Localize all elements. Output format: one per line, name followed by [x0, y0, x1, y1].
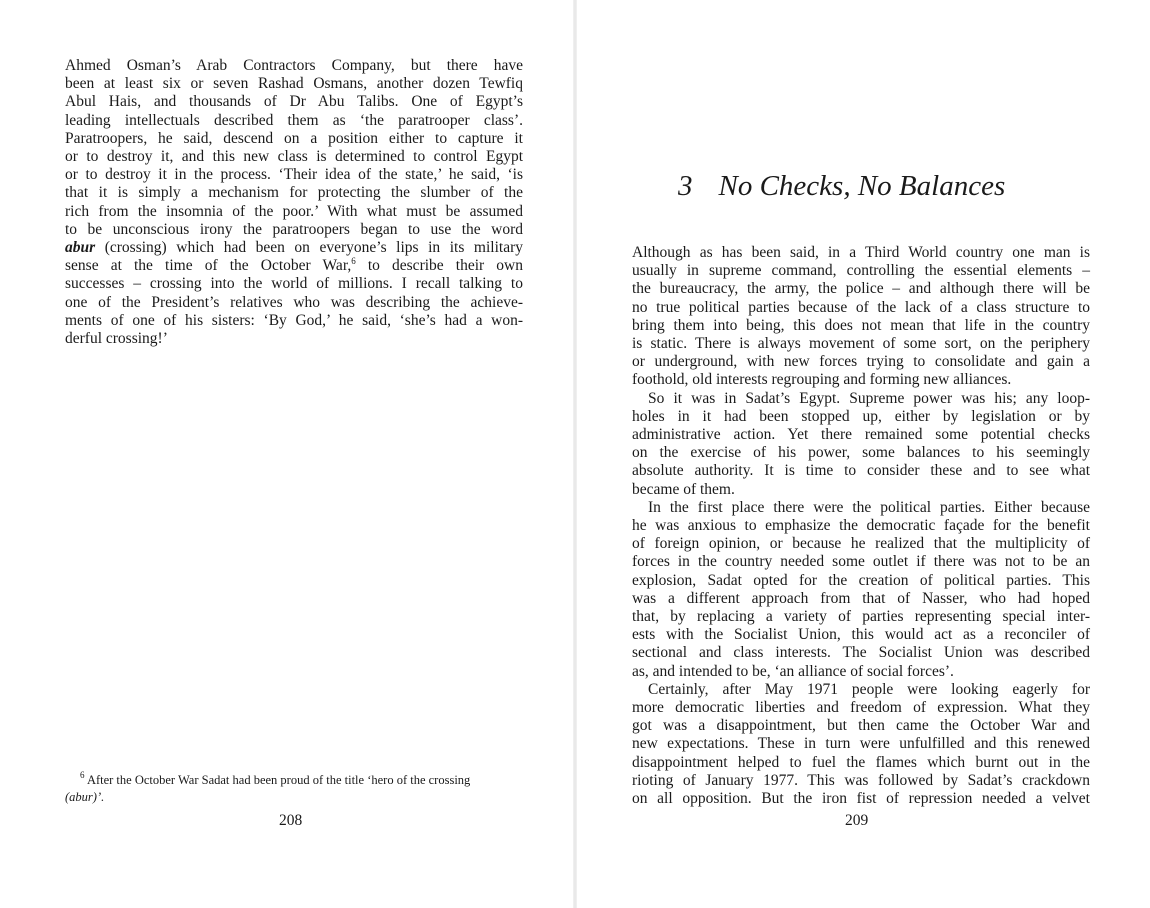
text-line: ments of one of his sisters: ‘By God,’ he said, ‘she’s had a won- [65, 311, 523, 329]
text-line: rioting of January 1977. This was followed by Sadat’s crackdown [632, 771, 1090, 789]
footnote-line: (abur)’. [65, 790, 105, 804]
text-line: or to destroy it, and this new class is determined to control Egypt [65, 148, 523, 166]
text-line: Ahmed Osman’s Arab Contractors Company, but there have [65, 57, 523, 74]
text-line: on the exercise of his power, some balances to his seemingly [632, 444, 1090, 462]
text-line: on all opposition. But the iron fist of repression needed a velvet [632, 790, 1090, 808]
text-line: bring them into being, this does not mean that life in the country [632, 316, 1090, 334]
chapter-title: No Checks, No Balances [718, 170, 1006, 202]
text-line: holes in it had been stopped up, either by legislation or by [632, 407, 1090, 425]
footnote-marker: 6 [80, 770, 85, 780]
text-line: is static. There is always movement of some sort, on the periphery [632, 335, 1090, 353]
text-line: been at least six or seven Rashad Osmans, another dozen Tewfiq [65, 75, 523, 93]
text-line: or to destroy it in the process. ‘Their idea of the state,’ he said, ‘is [65, 166, 523, 184]
text-line [65, 239, 523, 257]
text-line-rest: (crossing) which had been on everyone’s lips in its military [104, 239, 524, 257]
text-line: got was a disappointment, but then came the October War and [632, 717, 1090, 735]
text-line: he was anxious to emphasize the democratic façade for the benefit [632, 517, 1090, 535]
text-line-start: sense at the time of the October War, [65, 257, 352, 275]
text-line [65, 257, 523, 275]
page-number: 209 [845, 812, 869, 829]
text-line: rich from the insomnia of the poor.’ With what must be assumed [65, 202, 523, 220]
text-line: In the first place there were the political parties. Either because [648, 498, 1090, 516]
chapter-number: 3 [678, 170, 693, 202]
text-line: Certainly, after May 1971 people were looking eagerly for [648, 680, 1090, 698]
text-line-end: to describe their own [355, 257, 523, 275]
text-line: to be unconscious irony the paratroopers began to use the word [65, 220, 523, 238]
footnote-text: After the October War Sadat had been proud of the title ‘hero of the crossing [86, 773, 471, 787]
chapter-heading [678, 170, 1005, 203]
text-line: Paratroopers, he said, descend on a position either to capture it [65, 129, 523, 147]
footnote-reference: 6 [351, 256, 356, 267]
text-line: of foreign opinion, or because he realized that the multiplicity of [632, 535, 1090, 553]
text-line: successes – crossing into the world of millions. I recall talking to [65, 275, 523, 293]
text-line: that it is simply a mechanism for protecting the slumber of the [65, 184, 523, 202]
text-line: foothold, old interests regrouping and forming new alliances. [632, 371, 1012, 389]
text-line: new expectations. These in turn were unfulfilled and this renewed [632, 735, 1090, 753]
text-line: was a different approach from that of Nasser, who had hoped [632, 589, 1090, 607]
text-line: the bureaucracy, the army, the police – and although there will be [632, 280, 1090, 298]
footnote-line [65, 772, 523, 789]
text-line: sectional and class interests. The Socialist Union was described [632, 644, 1090, 662]
text-line: more democratic liberties and freedom of expression. What they [632, 699, 1090, 717]
abur-italic-word: abur [65, 239, 96, 257]
text-line: leading intellectuals described them as ‘the paratrooper class’. [65, 111, 523, 129]
text-line: that, by replacing a variety of parties representing special inter- [632, 608, 1090, 626]
text-line: administrative action. Yet there remained some potential checks [632, 426, 1090, 444]
text-line: Abul Hais, and thousands of Dr Abu Talibs. One of Egypt’s [65, 93, 523, 111]
text-line: ests with the Socialist Union, this would act as a reconciler of [632, 626, 1090, 644]
text-line: explosion, Sadat opted for the creation of political parties. This [632, 571, 1090, 589]
text-line: absolute authority. It is time to consider these and to see what [632, 462, 1090, 480]
page-number: 208 [279, 812, 303, 829]
text-line: derful crossing!’ [65, 330, 168, 348]
text-line: usually in supreme command, controlling the essential elements – [632, 262, 1090, 280]
text-line: no true political parties because of the lack of a class structure to [632, 298, 1090, 316]
footnote [65, 772, 523, 806]
text-line: became of them. [632, 480, 735, 498]
text-line: disappointment helped to fuel the flames which burnt out in the [632, 753, 1090, 771]
text-line: or underground, with new forces trying to consolidate and gain a [632, 353, 1090, 371]
text-line: forces in the country needed some outlet if there was not to be an [632, 553, 1090, 571]
text-line: Although as has been said, in a Third World country one man is [632, 244, 1090, 261]
text-line: as, and intended to be, ‘an alliance of social forces’. [632, 662, 954, 680]
text-line: one of the President’s relatives who was describing the achieve- [65, 293, 523, 311]
text-line: So it was in Sadat’s Egypt. Supreme power was his; any loop- [648, 389, 1090, 407]
right-page-body-text [632, 244, 1090, 808]
left-page-body-text [65, 57, 523, 348]
